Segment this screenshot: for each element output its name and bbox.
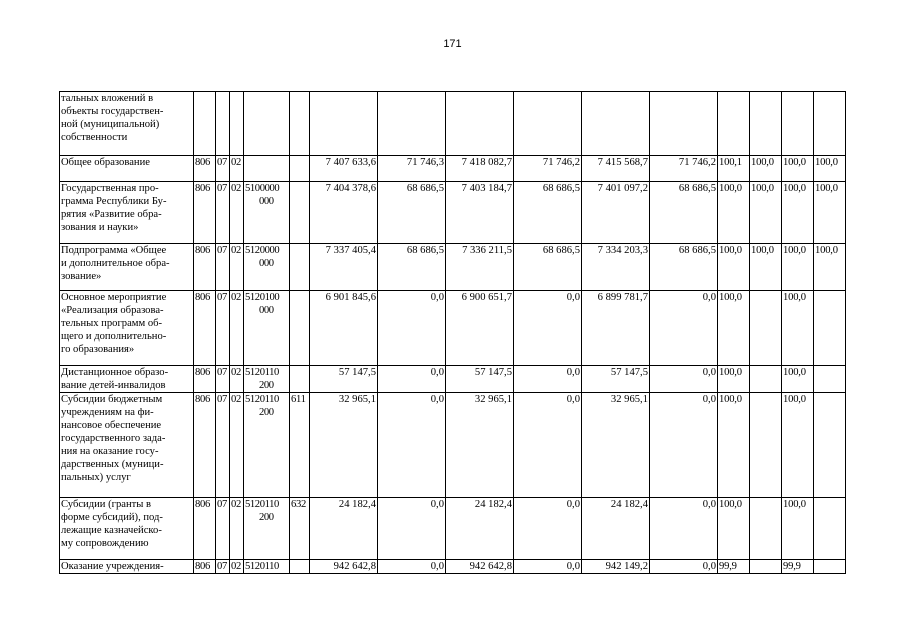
section-code: 07 bbox=[216, 366, 230, 393]
percent-cell bbox=[750, 366, 782, 393]
ved-code: 806 bbox=[194, 393, 216, 498]
amount-cell: 7 336 211,5 bbox=[446, 244, 514, 291]
subsection-code: 02 bbox=[230, 560, 244, 574]
amount-cell: 7 407 633,6 bbox=[310, 156, 378, 182]
expense-type-code bbox=[290, 291, 310, 366]
percent-cell: 100,0 bbox=[718, 182, 750, 244]
row-name-line: ния на оказание госу- bbox=[61, 446, 159, 457]
percent-cell: 100,0 bbox=[750, 182, 782, 244]
row-name-line: форме субсидий), под- bbox=[61, 512, 163, 523]
table-row bbox=[60, 156, 846, 182]
amount-cell: 24 182,4 bbox=[310, 498, 378, 560]
target-article-code bbox=[244, 291, 290, 366]
amount-cell: 24 182,4 bbox=[446, 498, 514, 560]
table-row bbox=[60, 92, 846, 156]
amount-cell: 68 686,5 bbox=[514, 182, 582, 244]
amount-cell: 0,0 bbox=[650, 291, 718, 366]
row-name-line: рятия «Развитие обра- bbox=[61, 209, 162, 220]
row-name-line: грамма Республики Бу- bbox=[61, 196, 167, 207]
amount-cell: 0,0 bbox=[378, 291, 446, 366]
section-code: 07 bbox=[216, 393, 230, 498]
percent-cell bbox=[750, 393, 782, 498]
percent-cell: 100,0 bbox=[750, 156, 782, 182]
amount-cell: 32 965,1 bbox=[446, 393, 514, 498]
percent-cell bbox=[750, 92, 782, 156]
amount-cell: 7 337 405,4 bbox=[310, 244, 378, 291]
percent-cell: 100,0 bbox=[718, 291, 750, 366]
target-article-code-part: 5120110 bbox=[245, 499, 279, 510]
amount-cell bbox=[582, 92, 650, 156]
row-name-line: «Реализация образова- bbox=[61, 305, 164, 316]
target-article-code-part: 5120100 bbox=[245, 292, 280, 303]
amount-cell: 0,0 bbox=[650, 393, 718, 498]
target-article-code bbox=[244, 498, 290, 560]
amount-cell: 6 900 651,7 bbox=[446, 291, 514, 366]
subsection-code: 02 bbox=[230, 291, 244, 366]
percent-cell bbox=[718, 92, 750, 156]
amount-cell: 0,0 bbox=[378, 498, 446, 560]
target-article-code-part: 5120110 bbox=[245, 394, 279, 405]
subsection-code: 02 bbox=[230, 366, 244, 393]
section-code: 07 bbox=[216, 244, 230, 291]
amount-cell: 7 404 378,6 bbox=[310, 182, 378, 244]
percent-cell bbox=[814, 291, 846, 366]
amount-cell: 0,0 bbox=[514, 498, 582, 560]
percent-cell: 100,0 bbox=[814, 182, 846, 244]
section-code: 07 bbox=[216, 560, 230, 574]
budget-table bbox=[59, 91, 846, 574]
expense-type-code bbox=[290, 156, 310, 182]
section-code: 07 bbox=[216, 156, 230, 182]
table-row bbox=[60, 182, 846, 244]
row-name-line: лежащие казначейско- bbox=[61, 525, 162, 536]
expense-type-code bbox=[290, 92, 310, 156]
subsection-code: 02 bbox=[230, 498, 244, 560]
amount-cell: 24 182,4 bbox=[582, 498, 650, 560]
row-name bbox=[60, 182, 194, 244]
amount-cell: 68 686,5 bbox=[650, 244, 718, 291]
row-name-line: щего и дополнительно- bbox=[61, 331, 167, 342]
row-name-line: Субсидии бюджетным bbox=[61, 394, 163, 405]
expense-type-code: 632 bbox=[290, 498, 310, 560]
expense-type-code bbox=[290, 560, 310, 574]
percent-cell: 100,0 bbox=[782, 182, 814, 244]
expense-type-code bbox=[290, 244, 310, 291]
percent-cell bbox=[814, 560, 846, 574]
target-article-code-part: 200 bbox=[259, 380, 274, 391]
row-name bbox=[60, 244, 194, 291]
ved-code: 806 bbox=[194, 291, 216, 366]
target-article-code bbox=[244, 92, 290, 156]
row-name-line: Дистанционное образо- bbox=[61, 367, 169, 378]
row-name bbox=[60, 92, 194, 156]
amount-cell: 6 899 781,7 bbox=[582, 291, 650, 366]
target-article-code-part: 200 bbox=[259, 512, 274, 523]
amount-cell: 57 147,5 bbox=[446, 366, 514, 393]
row-name-line: Субсидии (гранты в bbox=[61, 499, 152, 510]
target-article-code-part: 5100000 bbox=[245, 183, 280, 194]
percent-cell: 100,0 bbox=[782, 498, 814, 560]
row-name-line: зования и науки» bbox=[61, 222, 139, 233]
row-name-line: тальных вложений в bbox=[61, 93, 154, 104]
section-code: 07 bbox=[216, 498, 230, 560]
percent-cell: 100,0 bbox=[718, 244, 750, 291]
target-article-code bbox=[244, 560, 290, 574]
percent-cell: 99,9 bbox=[782, 560, 814, 574]
table-row bbox=[60, 560, 846, 574]
amount-cell: 7 403 184,7 bbox=[446, 182, 514, 244]
amount-cell: 68 686,5 bbox=[650, 182, 718, 244]
row-name-line: вание детей-инвалидов bbox=[61, 380, 166, 391]
target-article-code-part: 5120110 bbox=[245, 367, 279, 378]
ved-code: 806 bbox=[194, 156, 216, 182]
subsection-code bbox=[230, 92, 244, 156]
amount-cell: 942 149,2 bbox=[582, 560, 650, 574]
table-row bbox=[60, 244, 846, 291]
row-name-line: учреждениям на фи- bbox=[61, 407, 154, 418]
subsection-code: 02 bbox=[230, 244, 244, 291]
target-article-code bbox=[244, 244, 290, 291]
target-article-code-part: 000 bbox=[259, 305, 274, 316]
row-name-line: Подпрограмма «Общее bbox=[61, 245, 167, 256]
row-name-line: Оказание учреждения- bbox=[61, 561, 164, 572]
row-name-line: государственного зада- bbox=[61, 433, 166, 444]
ved-code: 806 bbox=[194, 498, 216, 560]
expense-type-code: 611 bbox=[290, 393, 310, 498]
target-article-code-part: 000 bbox=[259, 258, 274, 269]
section-code: 07 bbox=[216, 291, 230, 366]
percent-cell: 100,0 bbox=[718, 498, 750, 560]
percent-cell: 100,0 bbox=[718, 366, 750, 393]
percent-cell: 100,0 bbox=[782, 366, 814, 393]
amount-cell: 942 642,8 bbox=[310, 560, 378, 574]
percent-cell bbox=[814, 393, 846, 498]
percent-cell: 100,0 bbox=[782, 291, 814, 366]
percent-cell: 100,0 bbox=[814, 156, 846, 182]
amount-cell bbox=[650, 92, 718, 156]
row-name bbox=[60, 291, 194, 366]
percent-cell: 100,0 bbox=[782, 244, 814, 291]
row-name-line: объекты государствен- bbox=[61, 106, 164, 117]
row-name bbox=[60, 366, 194, 393]
row-name bbox=[60, 393, 194, 498]
expense-type-code bbox=[290, 366, 310, 393]
row-name-line: Основное мероприятие bbox=[61, 292, 167, 303]
amount-cell: 68 686,5 bbox=[514, 244, 582, 291]
ved-code: 806 bbox=[194, 182, 216, 244]
row-name-line: собственности bbox=[61, 132, 128, 143]
amount-cell: 7 401 097,2 bbox=[582, 182, 650, 244]
row-name bbox=[60, 156, 194, 182]
amount-cell: 7 418 082,7 bbox=[446, 156, 514, 182]
amount-cell: 0,0 bbox=[650, 498, 718, 560]
amount-cell: 71 746,2 bbox=[514, 156, 582, 182]
percent-cell bbox=[750, 560, 782, 574]
percent-cell bbox=[814, 498, 846, 560]
amount-cell: 32 965,1 bbox=[582, 393, 650, 498]
percent-cell: 100,1 bbox=[718, 156, 750, 182]
row-name-line: зование» bbox=[61, 271, 102, 282]
amount-cell: 71 746,3 bbox=[378, 156, 446, 182]
amount-cell: 0,0 bbox=[650, 560, 718, 574]
amount-cell: 71 746,2 bbox=[650, 156, 718, 182]
row-name-line: нансовое обеспечение bbox=[61, 420, 162, 431]
amount-cell: 0,0 bbox=[514, 366, 582, 393]
row-name-line: и дополнительное обра- bbox=[61, 258, 170, 269]
amount-cell: 7 415 568,7 bbox=[582, 156, 650, 182]
table-row bbox=[60, 498, 846, 560]
row-name-line: дарственных (муници- bbox=[61, 459, 164, 470]
percent-cell bbox=[782, 92, 814, 156]
target-article-code bbox=[244, 366, 290, 393]
ved-code: 806 bbox=[194, 560, 216, 574]
amount-cell: 0,0 bbox=[378, 560, 446, 574]
row-name-line: пальных) услуг bbox=[61, 472, 131, 483]
row-name-line: тельных программ об- bbox=[61, 318, 163, 329]
amount-cell: 0,0 bbox=[378, 366, 446, 393]
target-article-code-part: 5120000 bbox=[245, 245, 280, 256]
amount-cell: 32 965,1 bbox=[310, 393, 378, 498]
section-code bbox=[216, 92, 230, 156]
amount-cell: 0,0 bbox=[514, 393, 582, 498]
amount-cell bbox=[446, 92, 514, 156]
amount-cell: 0,0 bbox=[514, 291, 582, 366]
section-code: 07 bbox=[216, 182, 230, 244]
percent-cell: 100,0 bbox=[814, 244, 846, 291]
amount-cell: 942 642,8 bbox=[446, 560, 514, 574]
target-article-code bbox=[244, 393, 290, 498]
row-name-line: Государственная про- bbox=[61, 183, 159, 194]
amount-cell: 68 686,5 bbox=[378, 182, 446, 244]
percent-cell bbox=[750, 291, 782, 366]
amount-cell: 0,0 bbox=[378, 393, 446, 498]
amount-cell bbox=[514, 92, 582, 156]
percent-cell bbox=[814, 92, 846, 156]
row-name-line: ной (муниципальной) bbox=[61, 119, 160, 130]
percent-cell: 100,0 bbox=[782, 393, 814, 498]
amount-cell: 57 147,5 bbox=[310, 366, 378, 393]
amount-cell bbox=[378, 92, 446, 156]
subsection-code: 02 bbox=[230, 393, 244, 498]
amount-cell: 7 334 203,3 bbox=[582, 244, 650, 291]
subsection-code: 02 bbox=[230, 156, 244, 182]
target-article-code-part: 200 bbox=[259, 407, 274, 418]
row-name-line: Общее образование bbox=[61, 157, 150, 168]
table-row bbox=[60, 291, 846, 366]
target-article-code-part: 5120110 bbox=[245, 561, 279, 572]
amount-cell: 0,0 bbox=[514, 560, 582, 574]
percent-cell: 99,9 bbox=[718, 560, 750, 574]
percent-cell: 100,0 bbox=[782, 156, 814, 182]
target-article-code bbox=[244, 156, 290, 182]
percent-cell bbox=[750, 498, 782, 560]
row-name-line: му сопровождению bbox=[61, 538, 149, 549]
expense-type-code bbox=[290, 182, 310, 244]
row-name bbox=[60, 498, 194, 560]
row-name-line: го образования» bbox=[61, 344, 135, 355]
percent-cell: 100,0 bbox=[750, 244, 782, 291]
percent-cell: 100,0 bbox=[718, 393, 750, 498]
amount-cell bbox=[310, 92, 378, 156]
table-row bbox=[60, 366, 846, 393]
ved-code bbox=[194, 92, 216, 156]
amount-cell: 68 686,5 bbox=[378, 244, 446, 291]
row-name bbox=[60, 560, 194, 574]
ved-code: 806 bbox=[194, 366, 216, 393]
amount-cell: 57 147,5 bbox=[582, 366, 650, 393]
table-row bbox=[60, 393, 846, 498]
target-article-code bbox=[244, 182, 290, 244]
target-article-code-part: 000 bbox=[259, 196, 274, 207]
page-number: 171 bbox=[443, 38, 462, 50]
subsection-code: 02 bbox=[230, 182, 244, 244]
amount-cell: 6 901 845,6 bbox=[310, 291, 378, 366]
percent-cell bbox=[814, 366, 846, 393]
amount-cell: 0,0 bbox=[650, 366, 718, 393]
ved-code: 806 bbox=[194, 244, 216, 291]
